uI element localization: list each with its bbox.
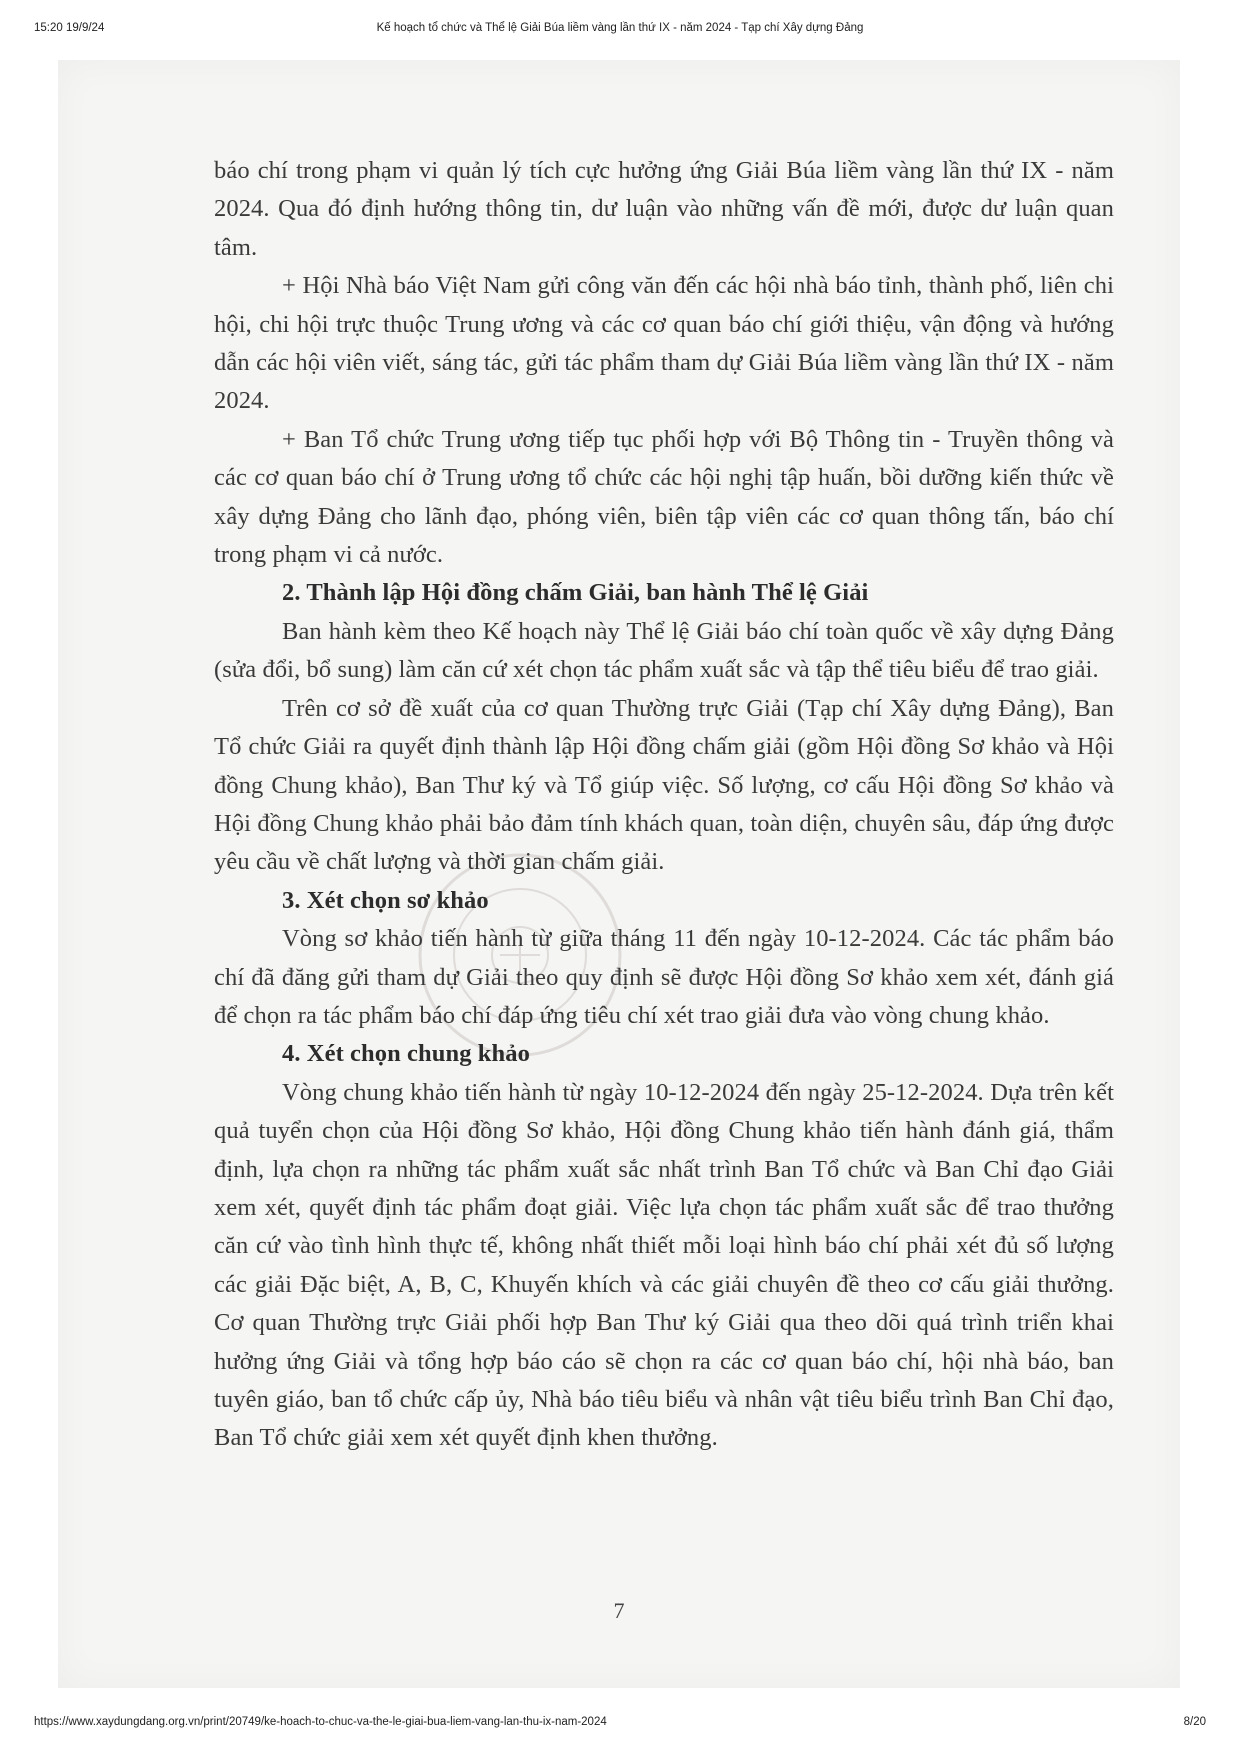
print-datetime: 15:20 19/9/24	[34, 22, 105, 34]
page-number: 7	[613, 1598, 625, 1623]
paragraph: Vòng chung khảo tiến hành từ ngày 10-12-2024 đến ngày 25-12-2024. Dựa trên kết quả tuyển chọn của Hội đồng Sơ khảo, Hội đồng Chung khảo tiến hành đánh giá, thẩm định, lựa chọn ra những tác phẩm xuất sắc nhất trình Ban Tổ chức và Ban Chỉ đạo Giải xem xét, quyết định tác phẩm đoạt giải. Việc lựa chọn tác phẩm xuất sắc để trao thưởng căn cứ vào tình hình thực tế, không nhất thiết mỗi loại hình báo chí phải xét đủ số lượng các giải Đặc biệt, A, B, C, Khuyến khích và các giải chuyên đề theo cơ cấu giải thưởng. Cơ quan Thường trực Giải phối hợp Ban Thư ký Giải qua theo dõi quá trình triển khai hưởng ứng Giải và tổng hợp báo cáo sẽ chọn ra các cơ quan báo chí, hội nhà báo, ban tuyên giáo, ban tổ chức cấp ủy, Nhà báo tiêu biểu và nhân vật tiêu biểu trình Ban Chỉ đạo, Ban Tổ chức giải xem xét quyết định khen thưởng.	[214, 1078, 1114, 1452]
print-url: https://www.xaydungdang.org.vn/print/20749/ke-hoach-to-chuc-va-the-le-giai-bua-liem-vang-lan-thu-ix-nam-2024	[34, 1716, 607, 1728]
paragraph: Ban hành kèm theo Kế hoạch này Thể lệ Giải báo chí toàn quốc về xây dựng Đảng (sửa đổi, bổ sung) làm căn cứ xét chọn tác phẩm xuất sắc và tập thể tiêu biểu để trao giải.	[214, 617, 1114, 684]
document-body	[214, 152, 1114, 1458]
print-footer	[34, 1716, 1206, 1734]
paragraph: + Ban Tổ chức Trung ương tiếp tục phối hợp với Bộ Thông tin - Truyền thông và các cơ quan báo chí ở Trung ương tổ chức các hội nghị tập huấn, bồi dưỡng kiến thức về xây dựng Đảng cho lãnh đạo, phóng viên, biên tập viên các cơ quan thông tấn, báo chí trong phạm vi cả nước.	[214, 425, 1114, 569]
section-heading: 2. Thành lập Hội đồng chấm Giải, ban hành Thể lệ Giải	[282, 579, 869, 607]
print-header	[34, 22, 1206, 42]
scanned-document-page	[58, 60, 1180, 1688]
section-heading: 3. Xét chọn sơ khảo	[282, 886, 489, 914]
paragraph: Vòng sơ khảo tiến hành từ giữa tháng 11 đến ngày 10-12-2024. Các tác phẩm báo chí đã đăng gửi tham dự Giải theo quy định sẽ được Hội đồng Sơ khảo xem xét, đánh giá để chọn ra tác phẩm báo chí đáp ứng tiêu chí xét trao giải đưa vào vòng chung khảo.	[214, 925, 1114, 1029]
paragraph: báo chí trong phạm vi quản lý tích cực hưởng ứng Giải Búa liềm vàng lần thứ IX - năm 2024. Qua đó định hướng thông tin, dư luận vào những vấn đề mới, được dư luận quan tâm.	[214, 157, 1114, 261]
section-heading: 4. Xét chọn chung khảo	[282, 1040, 530, 1068]
paragraph: Trên cơ sở đề xuất của cơ quan Thường trực Giải (Tạp chí Xây dựng Đảng), Ban Tổ chức Giải ra quyết định thành lập Hội đồng chấm giải (gồm Hội đồng Sơ khảo và Hội đồng Chung khảo), Ban Thư ký và Tổ giúp việc. Số lượng, cơ cấu Hội đồng Sơ khảo và Hội đồng Chung khảo phải bảo đảm tính khách quan, toàn diện, chuyên sâu, đáp ứng được yêu cầu về chất lượng và thời gian chấm giải.	[214, 694, 1114, 876]
print-page-count: 8/20	[1183, 1716, 1206, 1728]
print-page-title: Kế hoạch tổ chức và Thể lệ Giải Búa liềm vàng lần thứ IX - năm 2024 - Tạp chí Xây dựng Đảng	[376, 22, 864, 34]
paragraph: + Hội Nhà báo Việt Nam gửi công văn đến các hội nhà báo tỉnh, thành phố, liên chi hội, chi hội trực thuộc Trung ương và các cơ quan báo chí giới thiệu, vận động và hướng dẫn các hội viên viết, sáng tác, gửi tác phẩm tham dự Giải Búa liềm vàng lần thứ IX - năm 2024.	[214, 272, 1114, 415]
